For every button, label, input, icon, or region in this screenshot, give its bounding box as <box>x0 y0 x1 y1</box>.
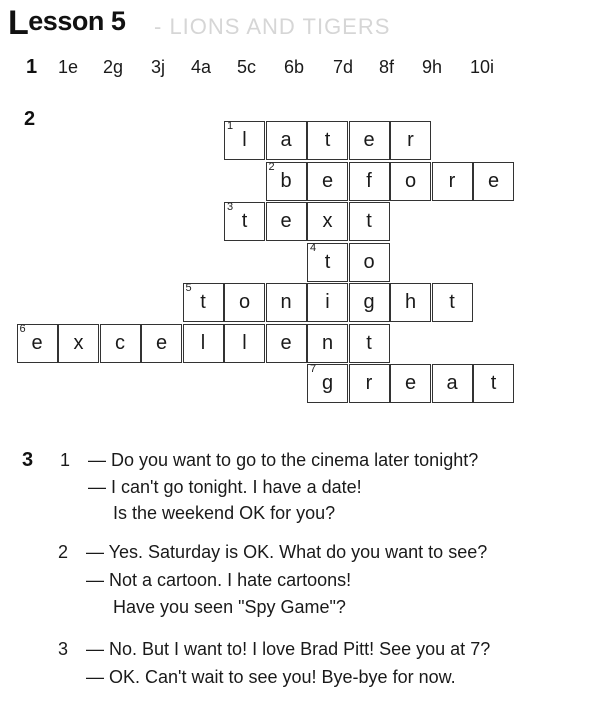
answer-item: 7d <box>333 57 354 77</box>
dialogue-line: — No. But I want to! I love Brad Pitt! See you at 7? <box>86 639 491 659</box>
crossword-letter: h <box>404 291 417 313</box>
crossword-cell <box>473 364 514 403</box>
crossword-letter: e <box>404 372 417 394</box>
crossword-letter: a <box>280 129 292 151</box>
dialogue-line: Is the weekend OK for you? <box>113 503 336 523</box>
crossword-cell <box>432 283 473 322</box>
dialogue-line: — OK. Can't wait to see you! Bye-bye for now. <box>86 667 456 687</box>
crossword-letter: o <box>363 250 375 273</box>
crossword-letter: a <box>446 372 458 394</box>
crossword-letter: t <box>490 372 497 394</box>
crossword-cell <box>349 243 390 282</box>
crossword-letter: e <box>155 331 168 354</box>
answer-item: 4a <box>191 57 212 77</box>
crossword-letter: f <box>366 169 372 192</box>
crossword-letter: t <box>366 331 372 354</box>
crossword-letter: l <box>200 331 206 354</box>
dialogue-number: 2 <box>58 542 69 562</box>
clue-number: 6 <box>19 322 26 335</box>
crossword-cell <box>390 283 431 322</box>
crossword-cell <box>307 283 348 322</box>
crossword-cell <box>390 364 431 403</box>
crossword-cell <box>390 121 431 160</box>
crossword-letter: t <box>324 250 331 273</box>
crossword-letter: t <box>324 129 331 151</box>
crossword-letter: r <box>448 169 456 192</box>
crossword-cell <box>224 121 265 160</box>
answer-item: 1e <box>58 57 79 77</box>
crossword-letter: b <box>280 169 292 192</box>
crossword-letter: e <box>363 129 375 151</box>
dialogue-line: — I can't go tonight. I have a date! <box>88 477 362 497</box>
lesson-title-initial: L <box>8 4 29 42</box>
crossword-letter: e <box>487 169 500 192</box>
crossword-letter: n <box>280 291 292 313</box>
crossword-cell <box>307 121 348 160</box>
crossword-letter: o <box>404 169 417 192</box>
answer-item: 10i <box>470 57 495 77</box>
dialogue-number: 1 <box>60 450 71 470</box>
crossword-cell <box>307 243 348 282</box>
crossword-cell <box>58 324 99 363</box>
crossword-cell <box>266 283 307 322</box>
crossword-letter: l <box>242 129 247 151</box>
crossword-cell <box>17 324 58 363</box>
dialogue-line: — Do you want to go to the cinema later tonight? <box>88 450 479 470</box>
clue-number: 5 <box>185 282 192 294</box>
lesson-subtitle-faded: - LIONS AND TIGERS <box>154 14 391 39</box>
answer-item: 5c <box>237 57 257 77</box>
dialogue-number: 3 <box>58 639 69 659</box>
crossword-letter: e <box>280 331 292 354</box>
crossword-letter: e <box>280 210 292 232</box>
crossword-cell <box>266 162 307 201</box>
dialogue-line: — Not a cartoon. I hate cartoons! <box>86 570 352 590</box>
crossword-cell <box>266 324 307 363</box>
dialogue-line: — Yes. Saturday is OK. What do you want to see? <box>86 542 488 562</box>
crossword-cell <box>307 364 348 403</box>
crossword-letter: i <box>325 291 330 313</box>
crossword-letter: x <box>322 210 333 232</box>
answer-item: 3j <box>151 57 166 77</box>
crossword-cell <box>432 162 473 201</box>
crossword-letter: g <box>321 372 334 394</box>
crossword-letter: t <box>241 210 248 232</box>
crossword-cell <box>141 324 182 363</box>
crossword-letter: x <box>73 331 84 354</box>
clue-number: 4 <box>310 241 317 254</box>
crossword-cell <box>307 162 348 201</box>
crossword-cell <box>307 324 348 363</box>
crossword-letter: e <box>321 169 334 192</box>
clue-number: 1 <box>227 120 234 132</box>
crossword-cell <box>224 283 265 322</box>
crossword-letter: r <box>365 372 373 394</box>
crossword-cell <box>183 283 224 322</box>
crossword-cell <box>390 162 431 201</box>
exercise-3-number: 3 <box>22 449 34 471</box>
crossword-letter: n <box>321 331 334 354</box>
answer-item: 6b <box>284 57 305 77</box>
crossword-cell <box>266 202 307 241</box>
crossword-letter: o <box>238 291 251 313</box>
crossword-cell <box>432 364 473 403</box>
crossword-cell <box>349 283 390 322</box>
crossword-cell <box>266 121 307 160</box>
crossword-cell <box>307 202 348 241</box>
crossword-letter: g <box>363 291 375 313</box>
clue-number: 3 <box>227 201 234 213</box>
crossword-cell <box>183 324 224 363</box>
clue-number: 7 <box>310 363 317 375</box>
exercise-1-number: 1 <box>26 56 38 78</box>
crossword-cell <box>349 162 390 201</box>
crossword-letter: r <box>407 129 414 151</box>
crossword-cell <box>349 324 390 363</box>
lesson-title-rest: esson 5 <box>28 6 126 36</box>
crossword-letter: t <box>449 291 455 313</box>
dialogue-line: Have you seen "Spy Game"? <box>113 597 346 617</box>
answer-item: 2g <box>103 57 124 77</box>
crossword-cell <box>349 202 390 241</box>
answer-item: 9h <box>422 57 443 77</box>
crossword-cell <box>224 324 265 363</box>
exercise-2-number: 2 <box>24 108 36 130</box>
crossword-cell <box>100 324 141 363</box>
crossword-cell <box>224 202 265 241</box>
crossword-cell <box>349 121 390 160</box>
crossword-letter: c <box>115 331 125 354</box>
crossword-letter: t <box>366 210 372 232</box>
crossword-cell <box>473 162 514 201</box>
answer-item: 8f <box>379 57 395 77</box>
crossword-letter: l <box>242 331 247 354</box>
crossword-letter: t <box>200 291 206 313</box>
crossword-letter: e <box>31 331 43 354</box>
crossword-cell <box>349 364 390 403</box>
clue-number: 2 <box>268 160 275 173</box>
